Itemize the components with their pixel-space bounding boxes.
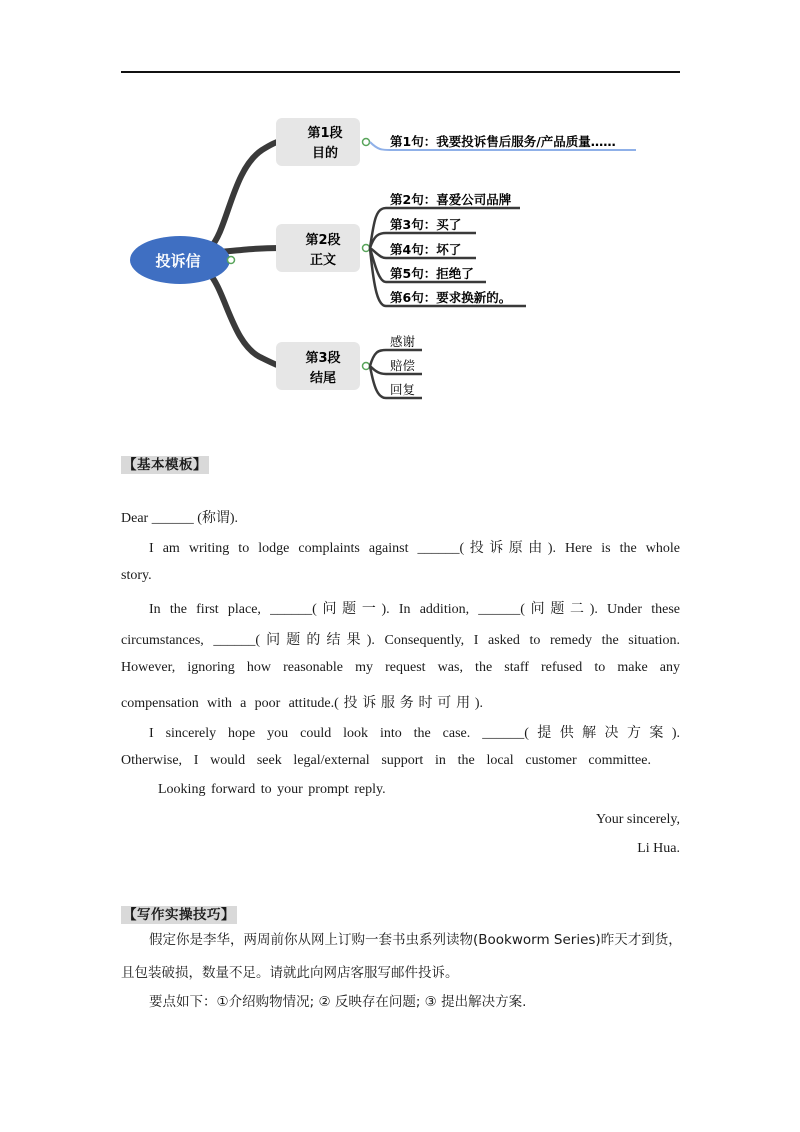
branch-1-title-1: 第1段 (307, 126, 343, 141)
paragraph-2-line-4: compensation with a poor attitude.(投诉服务时可用). (121, 696, 483, 711)
branch-2-title-1: 第2段 (305, 233, 341, 248)
branch-1-leaf-1: 第1句：我要投诉售后服务/产品质量…… (390, 134, 616, 149)
branch-2-leaf-4: 第5句：拒绝了 (390, 266, 474, 281)
branch-3-title-2: 结尾 (309, 371, 337, 386)
branch-3-leaf-2: 赔偿 (390, 358, 416, 373)
paragraph-4: Looking forward to your prompt reply. (158, 782, 386, 797)
branch-2-leaf-3: 第4句：坏了 (390, 242, 462, 257)
practice-line-1: 假定你是李华，两周前你从网上订购一套书虫系列读物(Bookworm Series)昨天才到货， (149, 932, 682, 948)
branch-3-leaf-1: 感谢 (390, 334, 416, 349)
template-heading: 【基本模板】 (123, 457, 207, 473)
paragraph-2-line-1: In the first place, ______(问题一). In addition, ______(问题二). Under these (149, 602, 680, 617)
branch-2-leaf-1: 第2句：喜爱公司品牌 (390, 192, 512, 207)
branch-3-leaf-3: 回复 (390, 382, 416, 397)
salutation: Dear ______ (称谓). (121, 511, 239, 526)
mind-map (0, 0, 800, 420)
practice-heading: 【写作实操技巧】 (123, 907, 235, 923)
paragraph-2-line-3: However, ignoring how reasonable my request was, the staff refused to make any (121, 660, 680, 675)
branch-2-leaf-5: 第6句：要求换新的。 (390, 290, 512, 305)
signature: Li Hua. (637, 841, 680, 856)
paragraph-1-line-2: story. (121, 568, 152, 583)
branch-1-title-2: 目的 (311, 146, 339, 161)
paragraph-1-line-1: I am writing to lodge complaints against ______(投诉原由). Here is the whole (149, 541, 680, 556)
root-label: 投诉信 (155, 252, 201, 270)
branch-2-leaf-2: 第3句：买了 (390, 217, 462, 232)
paragraph-2-line-2: circumstances, ______(问题的结果). Consequently, I asked to remedy the situation. (121, 633, 680, 648)
branch-3-title-1: 第3段 (305, 351, 341, 366)
paragraph-3-line-2: Otherwise, I would seek legal/external support in the local customer committee. (121, 753, 651, 768)
practice-line-3: 要点如下：①介绍购物情况; ② 反映存在问题; ③ 提出解决方案. (149, 994, 527, 1010)
closing: Your sincerely, (596, 812, 680, 827)
paragraph-3-line-1: I sincerely hope you could look into the case. ______(提供解决方案). (149, 726, 680, 741)
branch-2-title-2: 正文 (309, 253, 337, 268)
practice-line-2: 且包装破损，数量不足。请就此向网店客服写邮件投诉。 (121, 965, 459, 981)
